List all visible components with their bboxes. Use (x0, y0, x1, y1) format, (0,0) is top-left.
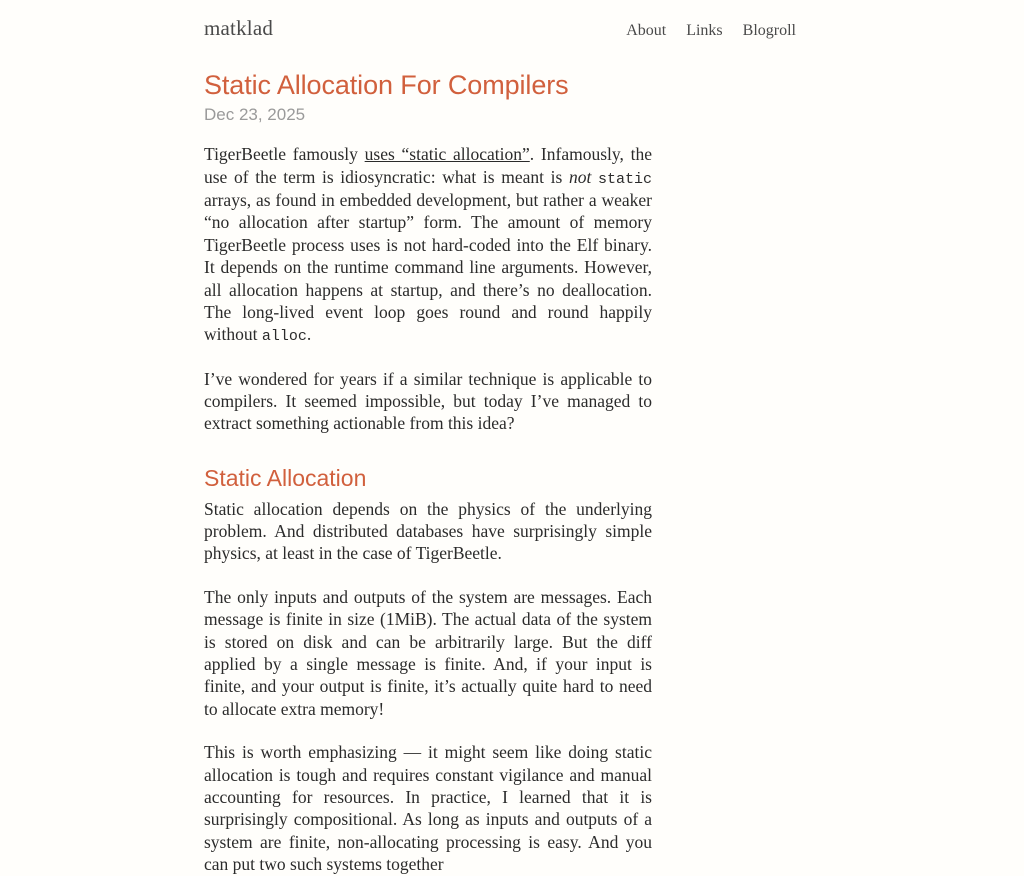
paragraph-emphasizing: This is worth emphasizing — it might seem like doing static allocation is tough and requires constant vigilance and manual accounting for resources. In practice, I learned that it is surprisingly compositional. As long as inputs and outputs of a system are finite, non-allocating processing is easy. And you can put two such systems together (204, 742, 652, 875)
intro-text-part-3: arrays, as found in embedded development, but rather a weaker “no allocation after startup” form. The amount of memory TigerBeetle process uses is not hard-coded into the Elf binary. It depends on the runtime command line arguments. However, all allocation happens at startup, and there’s no deallocation. The long-lived event loop goes round and round happily without (204, 189, 652, 345)
nav-item-links[interactable]: Links (686, 22, 723, 39)
paragraph-messages: The only inputs and outputs of the system are messages. Each message is finite in size (1MiB). The actual data of the system is stored on disk and can be arbitrarily large. But the diff applied by a single message is finite. And, if your input is finite, and your output is finite, it’s actually quite hard to need to allocate extra memory! (204, 586, 652, 719)
site-header (0, 0, 1024, 41)
paragraph-wondered: I’ve wondered for years if a similar technique is applicable to compilers. It seemed impossible, but today I’ve managed to extract something actionable from this idea? (204, 368, 652, 434)
paragraph-physics: Static allocation depends on the physics of the underlying problem. And distributed databases have surprisingly simple physics, at least in the case of TigerBeetle. (204, 498, 652, 564)
code-alloc: alloc (261, 328, 307, 346)
code-static: static (597, 170, 652, 188)
post-date: Dec 23, 2025 (204, 105, 306, 125)
site-title[interactable]: matklad (204, 16, 274, 40)
intro-text-part-4: . (306, 324, 312, 345)
section-heading-static-allocation: Static Allocation (204, 464, 367, 491)
site-nav (626, 22, 796, 40)
article (0, 69, 1024, 876)
intro-paragraph (204, 143, 652, 346)
nav-item-about[interactable]: About (626, 22, 667, 39)
intro-text-part-2: . Infamously, the use of the term is idiosyncratic: what is meant is (204, 144, 653, 187)
emphasis-not: not (568, 166, 592, 187)
page-title: Static Allocation For Compilers (204, 70, 569, 100)
nav-item-blogroll[interactable]: Blogroll (742, 22, 796, 39)
intro-text-part-1: TigerBeetle famously (204, 144, 365, 165)
static-allocation-link[interactable]: uses “static allocation” (364, 144, 530, 165)
intro-text-space (591, 167, 598, 187)
